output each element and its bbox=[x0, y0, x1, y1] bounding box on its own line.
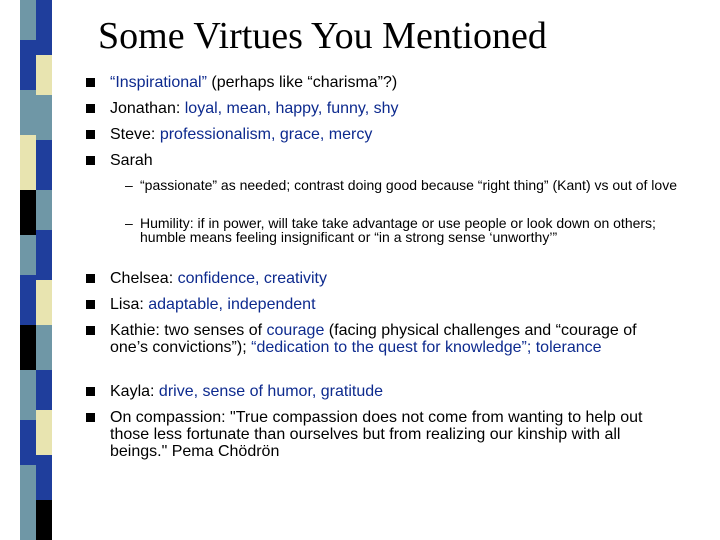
bullet-item bbox=[110, 383, 670, 400]
bullet-marker bbox=[86, 104, 95, 113]
bullet-marker bbox=[86, 326, 95, 335]
bullet-highlight: loyal, mean, happy, funny, shy bbox=[184, 100, 399, 117]
bullet-item bbox=[110, 322, 670, 356]
bullet-highlight: adaptable, independent bbox=[148, 296, 316, 313]
bullet-text: Steve: bbox=[110, 126, 160, 143]
bullet-item bbox=[110, 100, 670, 117]
decorative-color-stripe bbox=[0, 0, 66, 540]
bullet-highlight: drive, sense of humor, gratitude bbox=[158, 383, 384, 400]
bullet-marker bbox=[86, 300, 95, 309]
bullet-text: Chelsea: bbox=[110, 270, 178, 287]
dash-marker: – bbox=[125, 215, 133, 231]
bullet-marker bbox=[86, 387, 95, 396]
bullet-marker bbox=[86, 413, 95, 422]
bullet-item bbox=[110, 296, 670, 313]
bullet-highlight: courage bbox=[266, 322, 325, 339]
bullet-item bbox=[110, 409, 670, 460]
dash-marker: – bbox=[125, 177, 133, 193]
bullet-text: (perhaps like “charisma”?) bbox=[206, 74, 398, 91]
sub-bullet-text: Humility: if in power, will take take advantage or use people or look down on others; humble means feeling insignificant or “in a strong sense ‘unworthy’” bbox=[140, 215, 656, 245]
sub-bullet-item bbox=[125, 177, 680, 193]
sub-bullet-text: “passionate” as needed; contrast doing good because “right thing” (Kant) vs out of love bbox=[140, 177, 677, 193]
bullet-text: Lisa: bbox=[110, 296, 149, 313]
bullet-marker bbox=[86, 78, 95, 87]
bullet-highlight: professionalism, grace, mercy bbox=[159, 126, 373, 143]
bullet-text: Sarah bbox=[110, 152, 153, 169]
bullet-marker bbox=[86, 156, 95, 165]
sub-bullet-item bbox=[125, 215, 680, 245]
bullet-text: Kayla: bbox=[110, 383, 159, 400]
bullet-marker bbox=[86, 130, 95, 139]
bullet-item bbox=[110, 270, 670, 287]
bullet-item bbox=[110, 152, 670, 169]
bullet-marker bbox=[86, 274, 95, 283]
bullet-text: Kathie: two senses of bbox=[110, 322, 267, 339]
slide-title: Some Virtues You Mentioned bbox=[98, 15, 547, 57]
bullet-text: (facing physical challenges and “courage of one’s convictions”); bbox=[110, 322, 637, 356]
bullet-item bbox=[110, 74, 670, 91]
bullet-text: Jonathan: bbox=[110, 100, 185, 117]
bullet-item bbox=[110, 126, 670, 143]
bullet-text: On compassion: "True compassion does not come from wanting to help out those less fortunate than ourselves but from realizing our kinship with all beings." Pema Chödrön bbox=[110, 409, 643, 460]
bullet-highlight: “dedication to the quest for knowledge”; tolerance bbox=[251, 339, 602, 356]
bullet-highlight: confidence, creativity bbox=[177, 270, 327, 287]
bullet-highlight: “Inspirational” bbox=[110, 74, 207, 91]
